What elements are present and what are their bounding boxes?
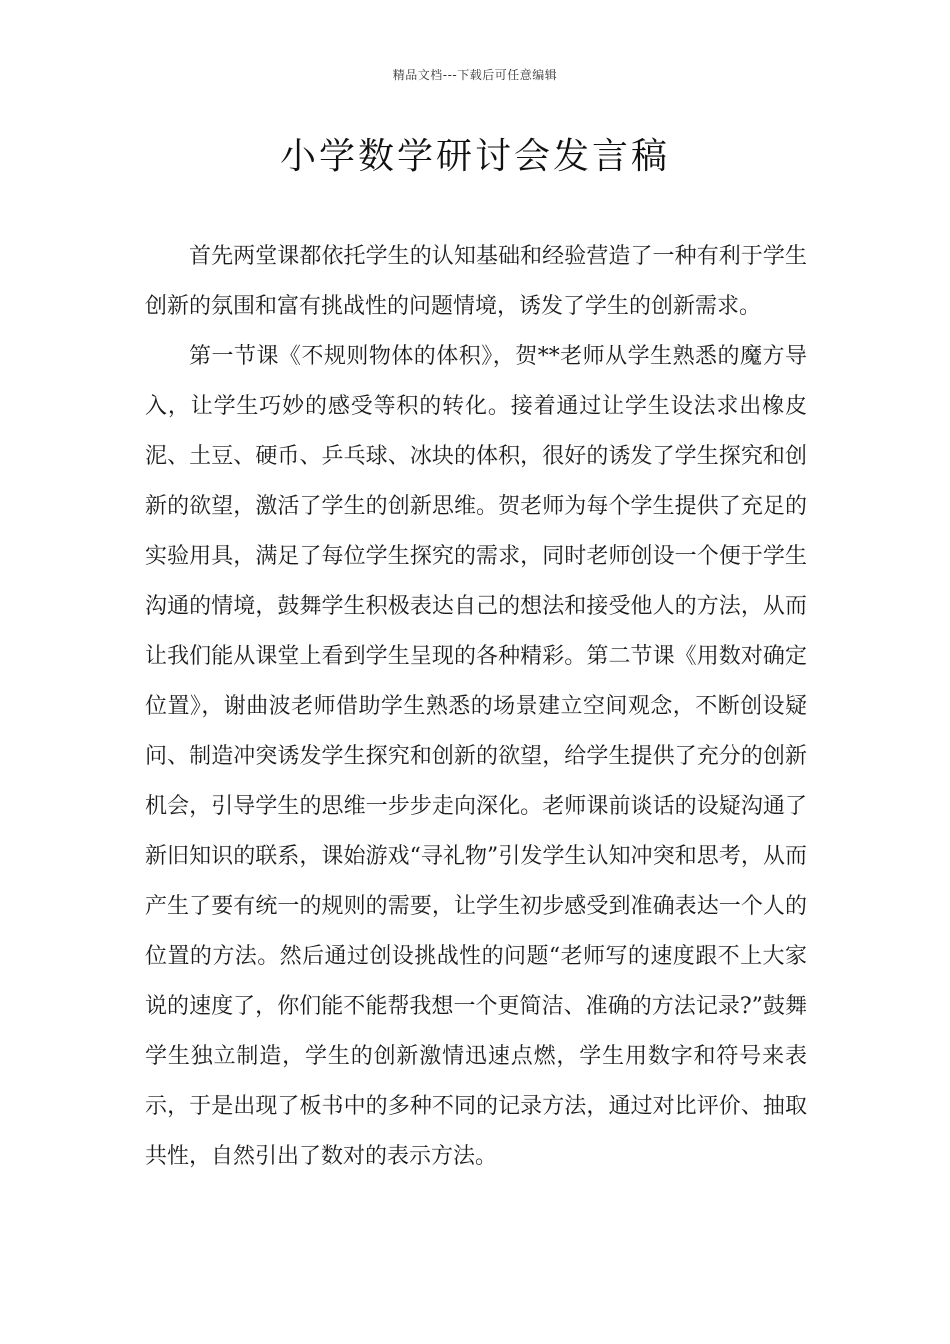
- paragraph-intro: 首先两堂课都依托学生的认知基础和经验营造了一种有利于学生创新的氛围和富有挑战性的问题情境，诱发了学生的创新需求。: [145, 244, 807, 319]
- document-body: [145, 232, 807, 1182]
- document-title: 小学数学研讨会发言稿: [279, 136, 670, 177]
- paragraph-lessons: 第一节课《不规则物体的体积》，贺**老师从学生熟悉的魔方导入，让学生巧妙的感受等积的转化。接着通过让学生设法求出橡皮泥、土豆、硬币、乒乓球、冰块的体积，很好的诱发了学生探究和创新的欲望，激活了学生的创新思维。贺老师为每个学生提供了充足的实验用具，满足了每位学生探究的需求，同时老师创设一个便于学生沟通的情境，鼓舞学生积极表达自己的想法和接受他人的方法，从而让我们能从课堂上看到学生呈现的各种精彩。第二节课《用数对确定位置》，谢曲波老师借助学生熟悉的场景建立空间观念，不断创设疑问、制造冲突诱发学生探究和创新的欲望，给学生提供了充分的创新机会，引导学生的思维一步步走向深化。老师课前谈话的设疑沟通了新旧知识的联系，课始游戏“寻礼物”引发学生认知冲突和思考，从而产生了要有统一的规则的需要，让学生初步感受到准确表达一个人的位置的方法。然后通过创设挑战性的问题“老师写的速度跟不上大家说的速度了，你们能不能帮我想一个更简洁、准确的方法记录?”鼓舞学生独立制造，学生的创新激情迅速点燃，学生用数字和符号来表示，于是出现了板书中的多种不同的记录方法，通过对比评价、抽取共性，自然引出了数对的表示方法。: [145, 344, 807, 1169]
- page-header: 精品文档---下载后可任意编辑: [392, 68, 558, 82]
